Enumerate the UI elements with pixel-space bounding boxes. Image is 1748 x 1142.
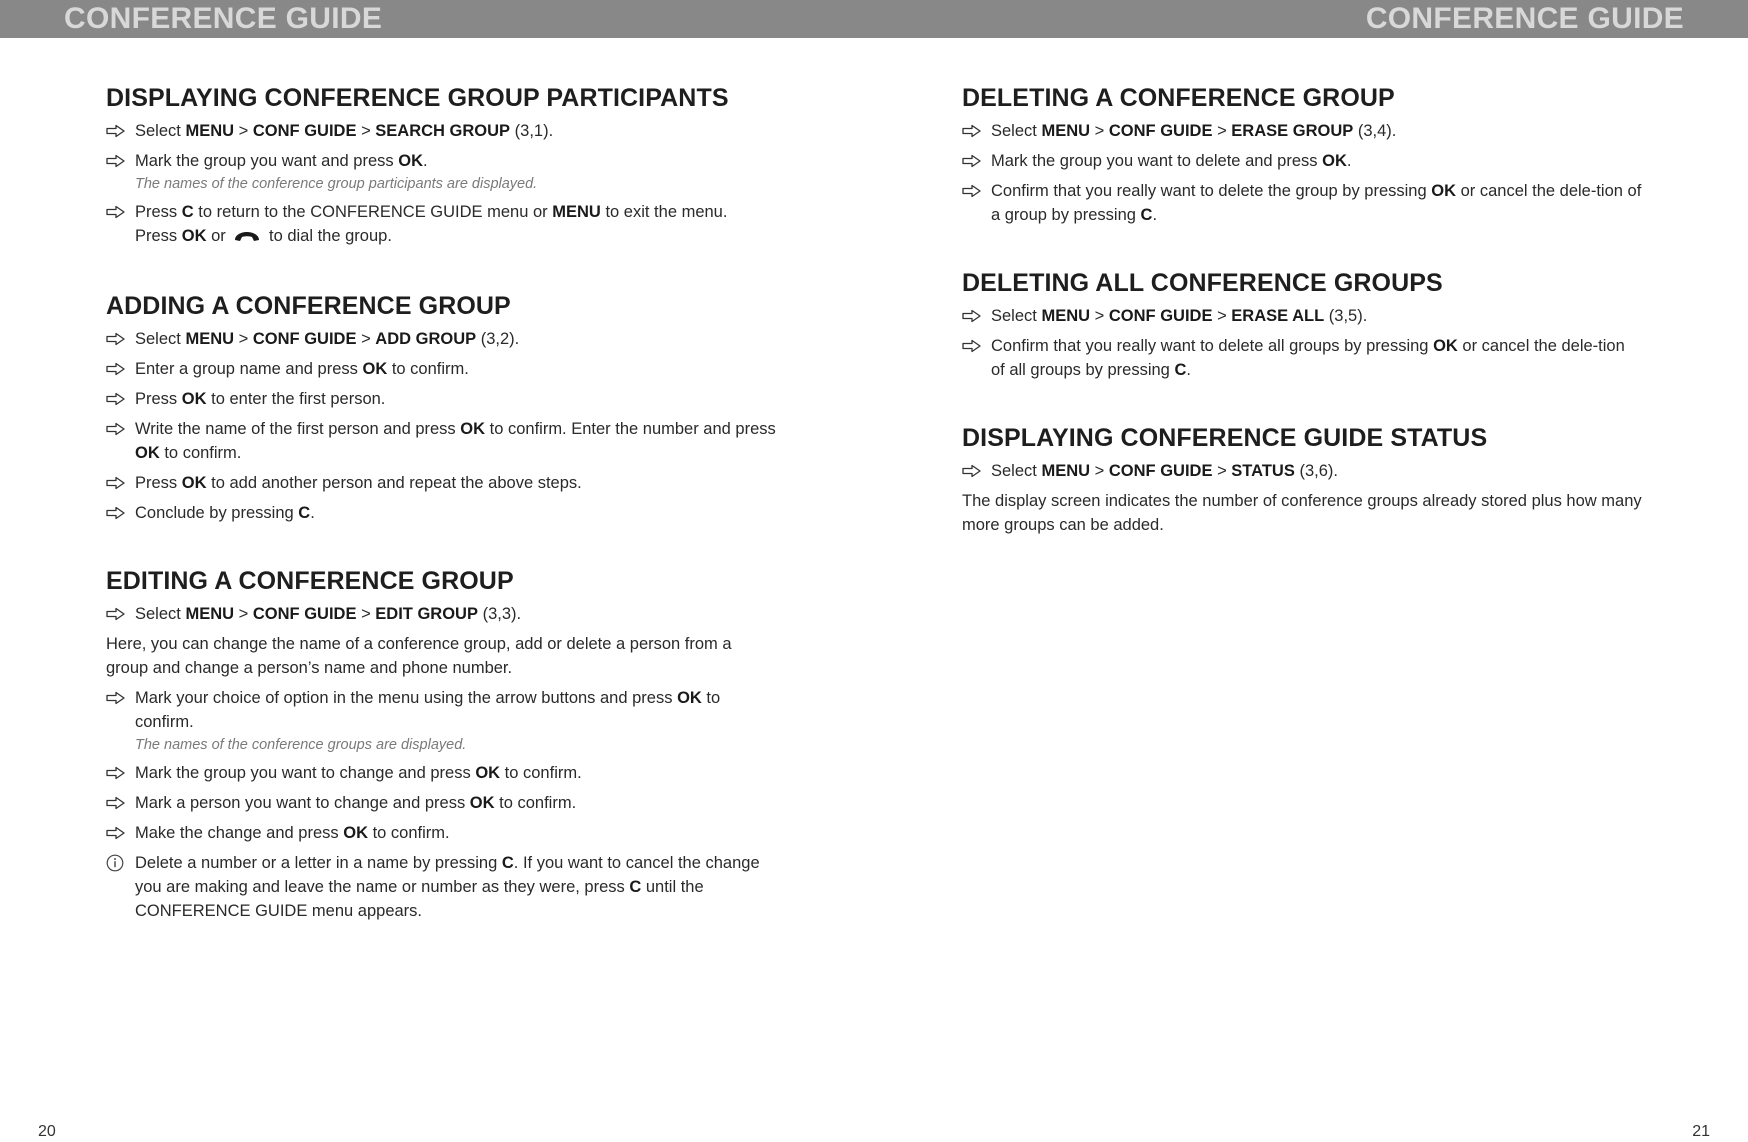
left-page-column xyxy=(106,80,776,961)
step xyxy=(962,179,1642,227)
header-bar xyxy=(0,0,1748,38)
info-text: Delete a number or a letter in a name by pressing C. If you want to cancel the change you are making and leave the name or number as they were, press C until the CONFERENCE GUIDE menu appears. xyxy=(135,854,760,920)
arrow-right-outline-icon xyxy=(962,119,991,143)
paragraph: Here, you can change the name of a conference group, add or delete a person from a group and change a person’s name and phone number. xyxy=(106,635,732,677)
arrow-right-outline-icon xyxy=(106,119,135,143)
step xyxy=(106,357,776,381)
step-text: Mark the group you want and press OK. The names of the conference group participants are displayed. xyxy=(135,149,776,194)
arrow-right-outline-icon xyxy=(962,149,991,173)
section-deleting-all xyxy=(962,265,1642,382)
step-text: Confirm that you really want to delete all groups by pressing OK or cancel the dele-tion of all groups by pressing C. xyxy=(991,337,1625,379)
step-text: Enter a group name and press OK to confirm. xyxy=(135,360,469,378)
step xyxy=(106,821,776,845)
step xyxy=(106,417,776,465)
step xyxy=(106,602,776,626)
left-page-title: CONFERENCE GUIDE xyxy=(64,2,383,35)
arrow-right-outline-icon xyxy=(106,821,135,845)
step xyxy=(962,119,1642,143)
arrow-right-outline-icon xyxy=(106,602,135,626)
step xyxy=(106,149,776,194)
step-text: Write the name of the first person and press OK to confirm. Enter the number and press OK to confirm. xyxy=(135,420,776,462)
step-text: Mark the group you want to change and press OK to confirm. xyxy=(135,764,582,782)
step xyxy=(962,459,1642,483)
section-display-participants xyxy=(106,80,776,250)
section-title: ADDING A CONFERENCE GROUP xyxy=(106,292,511,320)
step xyxy=(106,686,776,755)
phone-handset-icon xyxy=(233,226,261,250)
step xyxy=(106,200,776,250)
step-text: Select MENU > CONF GUIDE > STATUS (3,6). xyxy=(991,462,1338,480)
arrow-right-outline-icon xyxy=(962,179,991,203)
arrow-right-outline-icon xyxy=(962,334,991,358)
arrow-right-outline-icon xyxy=(106,327,135,351)
step xyxy=(106,791,776,815)
section-title: DISPLAYING CONFERENCE GROUP PARTICIPANTS xyxy=(106,84,729,112)
step xyxy=(106,471,776,495)
paragraph: The display screen indicates the number of conference groups already stored plus how many more groups can be added. xyxy=(962,492,1642,534)
arrow-right-outline-icon xyxy=(962,459,991,483)
section-title: DELETING A CONFERENCE GROUP xyxy=(962,84,1395,112)
section-adding-group xyxy=(106,288,776,525)
arrow-right-outline-icon xyxy=(962,304,991,328)
section-title: DISPLAYING CONFERENCE GUIDE STATUS xyxy=(962,424,1488,452)
arrow-right-outline-icon xyxy=(106,791,135,815)
arrow-right-outline-icon xyxy=(106,501,135,525)
result-note: The names of the conference group participants are displayed. xyxy=(135,176,538,192)
result-note: The names of the conference groups are displayed. xyxy=(135,737,467,753)
page-number-right: 21 xyxy=(1692,1123,1710,1140)
step xyxy=(106,387,776,411)
step-text: Conclude by pressing C. xyxy=(135,504,315,522)
step-text: Mark a person you want to change and press OK to confirm. xyxy=(135,794,577,812)
step xyxy=(106,501,776,525)
section-title: EDITING A CONFERENCE GROUP xyxy=(106,567,514,595)
section-status xyxy=(962,420,1642,537)
arrow-right-outline-icon xyxy=(106,149,135,173)
step-text: Confirm that you really want to delete the group by pressing OK or cancel the dele-tion of a group by pressing C. xyxy=(991,182,1642,224)
section-deleting-group xyxy=(962,80,1642,227)
step-text: Mark the group you want to delete and press OK. xyxy=(991,152,1352,170)
arrow-right-outline-icon xyxy=(106,200,135,224)
step xyxy=(962,304,1642,328)
arrow-right-outline-icon xyxy=(106,471,135,495)
step-text: Press OK to add another person and repeat the above steps. xyxy=(135,474,582,492)
info-step xyxy=(106,851,776,923)
step-text: Press OK to enter the first person. xyxy=(135,390,386,408)
step-text: Press C to return to the CONFERENCE GUIDE menu or MENU to exit the menu. Press OK or to dial the group. xyxy=(135,200,776,250)
step xyxy=(106,327,776,351)
step xyxy=(962,149,1642,173)
step-text: Select MENU > CONF GUIDE > ADD GROUP (3,2). xyxy=(135,330,520,348)
page-number-left: 20 xyxy=(38,1123,56,1140)
step xyxy=(106,119,776,143)
step-text: Mark your choice of option in the menu using the arrow buttons and press OK to confirm. The names of the conference groups are displayed. xyxy=(135,686,776,755)
arrow-right-outline-icon xyxy=(106,387,135,411)
arrow-right-outline-icon xyxy=(106,357,135,381)
step-text: Make the change and press OK to confirm. xyxy=(135,824,450,842)
arrow-right-outline-icon xyxy=(106,761,135,785)
step xyxy=(962,334,1642,382)
step xyxy=(106,761,776,785)
right-page-column xyxy=(962,80,1642,575)
section-title: DELETING ALL CONFERENCE GROUPS xyxy=(962,269,1443,297)
step-text: Select MENU > CONF GUIDE > ERASE GROUP (3,4). xyxy=(991,122,1397,140)
arrow-right-outline-icon xyxy=(106,686,135,710)
step-text: Select MENU > CONF GUIDE > EDIT GROUP (3,3). xyxy=(135,605,522,623)
info-circle-icon xyxy=(106,851,135,875)
step-text: Select MENU > CONF GUIDE > ERASE ALL (3,5). xyxy=(991,307,1368,325)
step-text: Select MENU > CONF GUIDE > SEARCH GROUP (3,1). xyxy=(135,122,554,140)
right-page-title: CONFERENCE GUIDE xyxy=(1365,2,1684,35)
arrow-right-outline-icon xyxy=(106,417,135,441)
section-editing-group xyxy=(106,563,776,923)
